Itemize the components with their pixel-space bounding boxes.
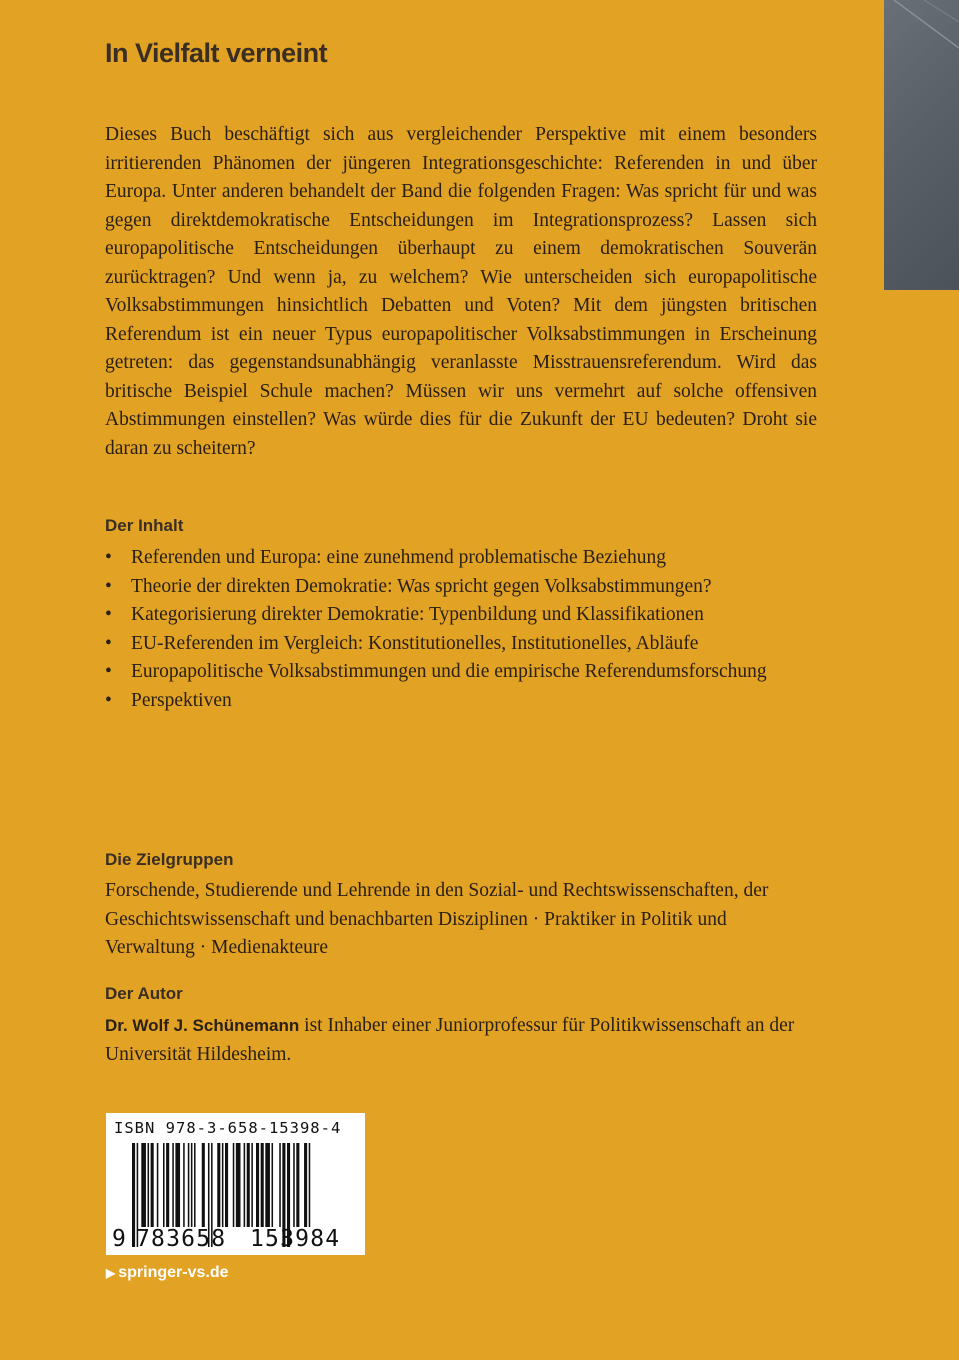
book-title: In Vielfalt verneint: [105, 38, 328, 68]
barcode-bar: [151, 1143, 154, 1227]
barcode-bar: [172, 1143, 174, 1227]
barcode-bar: [244, 1143, 246, 1227]
isbn-barcode: [106, 1113, 365, 1255]
barcode-bar: [256, 1143, 259, 1227]
barcode-bar: [194, 1143, 196, 1227]
list-item: • Referenden und Europa: eine zunehmend problematische Beziehung: [105, 544, 817, 573]
barcode-bar: [166, 1143, 169, 1227]
ean-left-digits: 783658: [136, 1226, 227, 1252]
barcode-bar: [251, 1143, 253, 1227]
barcode-bar: [304, 1143, 307, 1227]
corner-decoration: [884, 0, 959, 290]
barcode-bar: [202, 1143, 205, 1227]
list-item: • Kategorisierung direkter Demokratie: Typenbildung und Klassifikationen: [105, 601, 817, 630]
barcode-bar: [247, 1143, 250, 1227]
audience-text: Forschende, Studierende und Lehrende in den Sozial- und Rechtswissenschaften, der Geschichtswissenschaft und benachbarten Disziplinen · Praktiker in Politik und Verwaltung · Medienakteure: [105, 880, 769, 958]
barcode-bar: [188, 1143, 190, 1227]
barcode-bar: [236, 1143, 241, 1227]
barcode-bar: [148, 1143, 150, 1227]
author-text: [105, 1012, 817, 1069]
bullet-icon: •: [105, 604, 112, 625]
publisher-url: springer-vs.de: [118, 1264, 229, 1281]
author-heading: Der Autor: [105, 984, 183, 1003]
bullet-icon: •: [105, 661, 112, 682]
list-item: • Theorie der direkten Demokratie: Was spricht gegen Volksabstimmungen?: [105, 573, 817, 602]
bullet-icon: •: [105, 547, 112, 568]
barcode-bar: [233, 1143, 235, 1227]
list-item: • Europapolitische Volksabstimmungen und die empirische Referendumsforschung: [105, 658, 817, 687]
barcode-bar: [132, 1143, 135, 1247]
ean-first-digit: 9: [112, 1226, 126, 1252]
publisher-link[interactable]: [106, 1264, 229, 1282]
ean-right-digits: 153984: [250, 1226, 341, 1252]
contents-heading: Der Inhalt: [105, 516, 184, 535]
list-item: • EU-Referenden im Vergleich: Konstitutionelles, Institutionelles, Abläufe: [105, 630, 817, 659]
book-description: Dieses Buch beschäftigt sich aus vergleichender Perspektive mit einem besonders irritierenden Phänomen der jüngeren Integrationsgeschichte: Referenden in und über Europa. Unter anderen behandelt der Band die folgenden Fragen: Was spricht für und was gegen direktdemokratische Entscheidungen im Integrationsprozess? Lassen sich europapolitische Entscheidungen überhaupt zu einem demokratischen Souverän zurücktragen? Und wenn ja, zu welchem? Wie unterscheiden sich europapolitische Volksabstimmungen hinsichtlich Debatten und Voten? Mit dem jüngsten britischen Referendum ist ein neuer Typus europapolitischer Volksabstimmungen in Erscheinung getreten: das gegenstandsunabhängig veranlasste Misstrauensreferendum. Wird das britische Beispiel Schule machen? Müssen wir uns vermehrt auf solche offensiven Abstimmungen einstellen? Was würde dies für die Zukunft der EU bedeuten? Droht sie daran zu scheitern?: [105, 124, 817, 459]
contents-list: [105, 544, 817, 715]
barcode-bar: [225, 1143, 228, 1227]
barcode-bar: [217, 1143, 220, 1227]
bullet-icon: •: [105, 689, 112, 711]
author-bio: ist Inhaber einer Juniorprofessur für Politikwissenschaft an der Universität Hildesheim.: [105, 1015, 795, 1065]
barcode-bar: [157, 1143, 159, 1227]
barcode-bar: [296, 1143, 299, 1227]
barcode-bar: [293, 1143, 295, 1227]
barcode-bar: [272, 1143, 274, 1227]
bullet-icon: •: [105, 632, 112, 654]
barcode-bar: [279, 1143, 281, 1227]
list-item: • Perspektiven: [105, 687, 817, 716]
barcode-bar: [191, 1143, 193, 1227]
author-name: Dr. Wolf J. Schünemann: [105, 1016, 300, 1035]
barcode-bar: [175, 1143, 180, 1227]
audience-heading: Die Zielgruppen: [105, 850, 234, 869]
barcode-bar: [261, 1143, 264, 1227]
barcode-bar: [163, 1143, 165, 1227]
isbn-text: ISBN 978-3-658-15398-4: [114, 1119, 342, 1137]
arrow-right-icon: ▶: [106, 1266, 116, 1280]
barcode-bar: [309, 1143, 311, 1227]
bullet-icon: •: [105, 575, 112, 597]
barcode-bar: [265, 1143, 270, 1227]
barcode-bar: [183, 1143, 185, 1227]
barcode-bar: [222, 1143, 224, 1227]
barcode-bar: [141, 1143, 146, 1227]
